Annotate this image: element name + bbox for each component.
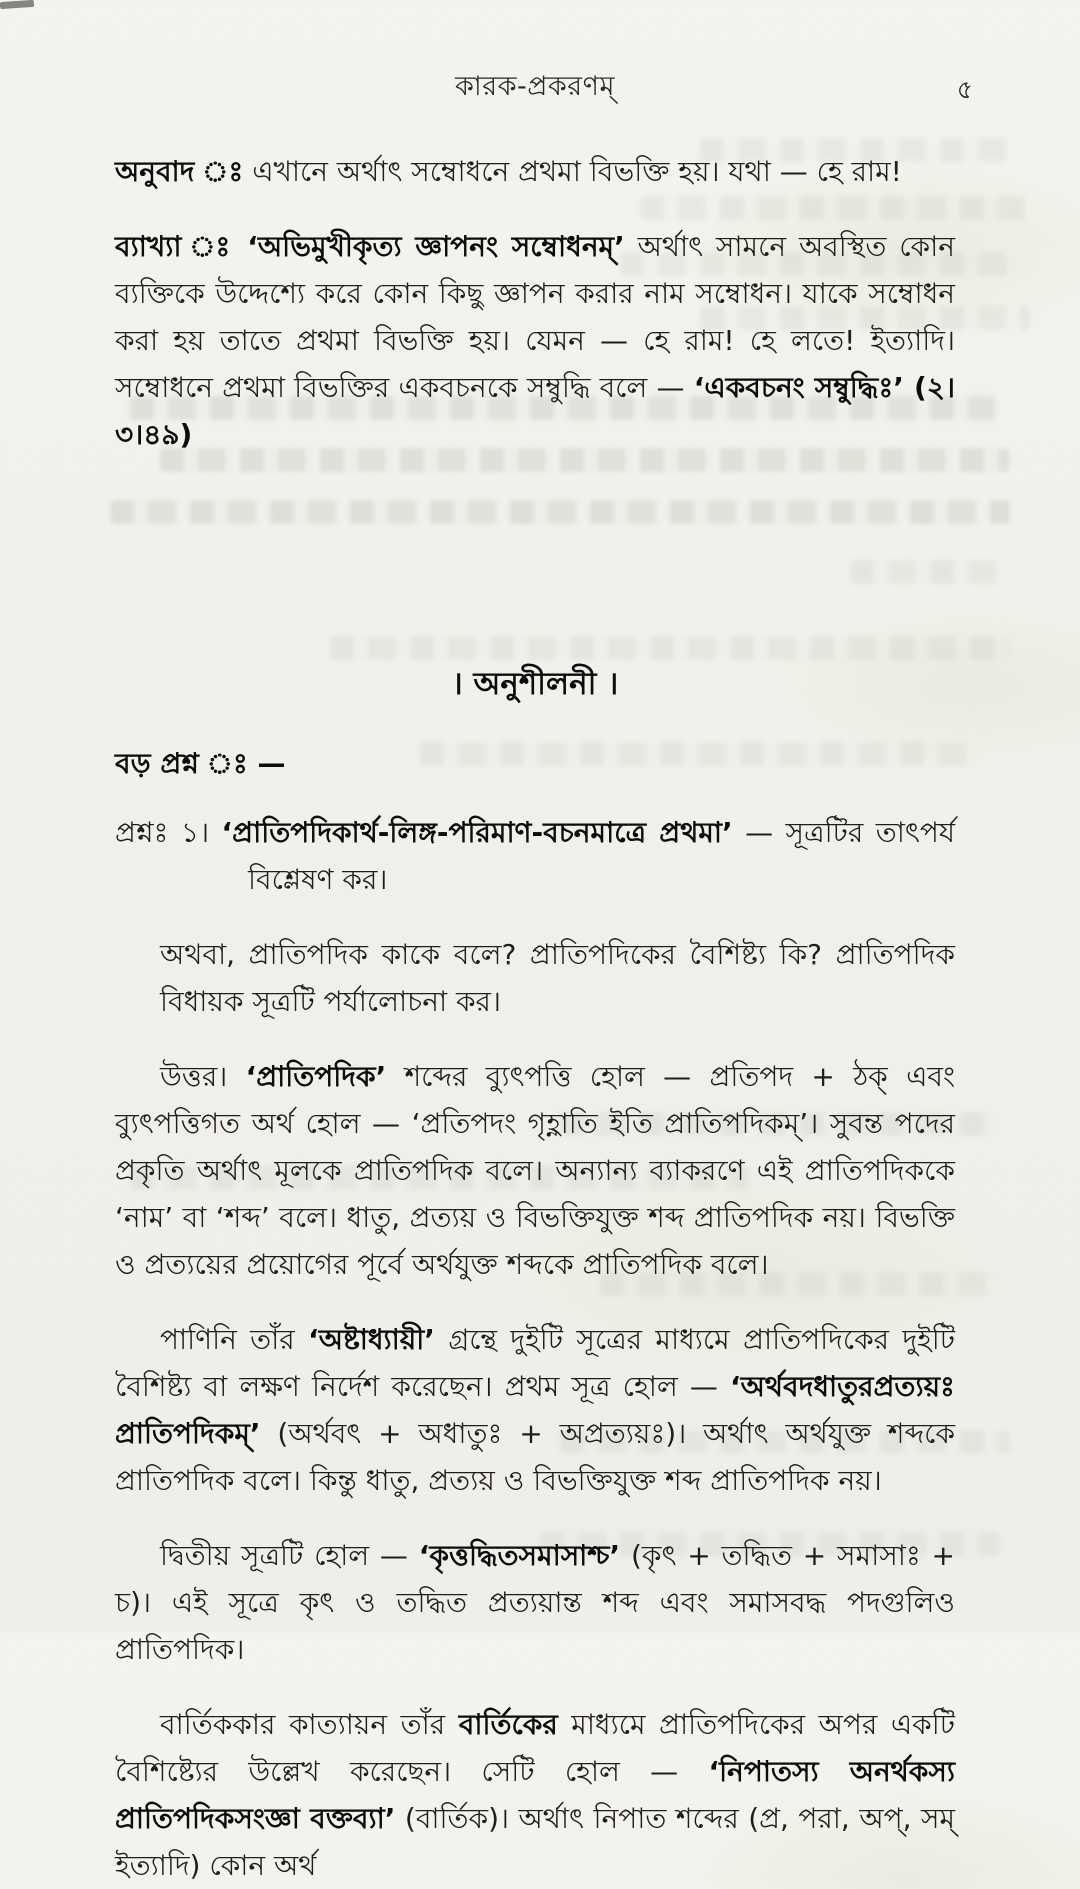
answer-paragraph-3 [115,1532,955,1673]
translation-body: এখানে অর্থাৎ সম্বোধনে প্রথমা বিভক্তি হয়। যথা — হে রাম! [252,155,902,188]
answer-term-pratipadika: ‘প্রাতিপদিক’ [245,1060,387,1093]
question-1-paragraph [115,809,955,903]
answer-tail: (কৃৎ + তদ্ধিত + সমাসাঃ + চ)। এই সূত্রে কৃৎ ও তদ্ধিত প্রত্যয়ান্ত শব্দ এবং সমাসবদ্ধ পদগুলিও প্রাতিপদিক। [115,1539,956,1666]
explanation-sutra-quote: ‘অভিমুখীকৃত্য জ্ঞাপনং সম্বোধনম্’ [247,230,625,263]
answer-body: শব্দের ব্যুৎপত্তি হোল — প্রতিপদ + ঠক্ এবং ব্যুৎপত্তিগত অর্থ হোল — ‘প্রতিপদং গৃহ্ণাতি ইতি প্রাতিপদিকম্’। সুবন্ত পদের প্রকৃতি অর্থাৎ মূলকে প্রাতিপদিক বলে। অন্যান্য ব্যাকরণে এই প্রাতিপদিককে ‘নাম’ বা ‘শব্দ’ বলে। ধাতু, প্রত্যয় ও বিভক্তিযুক্ত শব্দ প্রাতিপদিক নয়। বিভক্তি ও প্রত্যয়ের প্রয়োগের পূর্বে অর্থযুক্ত শব্দকে প্রাতিপদিক বলে। [115,1060,956,1281]
translation-paragraph [115,148,955,195]
question-alternative-paragraph [160,931,955,1025]
question-sutra-quote: ‘প্রাতিপদিকার্থ-লিঙ্গ-পরিমাণ-বচনমাত্রে প্রথমা’ [221,816,733,849]
answer-paragraph-1 [115,1053,955,1288]
answer-lead: বার্তিককার কাত্যায়ন তাঁর [160,1708,446,1741]
answer-paragraph-4 [115,1701,955,1889]
explanation-label: ব্যাখ্যা ঃ [115,230,235,263]
question-alternative-text: অথবা, প্রাতিপদিক কাকে বলে? প্রাতিপদিকের বৈশিষ্ট্য কি? প্রাতিপদিক বিধায়ক সূত্রটি পর্যালোচনা কর। [160,938,955,1018]
answer-book-title-ashtadhyayi: ‘অষ্টাধ্যায়ী’ [308,1323,435,1356]
answer-body: মাধ্যমে প্রাতিপদিকের অপর একটি বৈশিষ্ট্যের উল্লেখ করেছেন। সেটি হোল — [115,1708,955,1788]
explanation-body: অর্থাৎ সামনে অবস্থিত কোন ব্যক্তিকে উদ্দেশ্যে করে কোন কিছু জ্ঞাপন করার নাম সম্বোধন। যাকে সম্বোধন করা হয় তাতে প্রথমা বিভক্তি হয়। যেমন — হে রাম! হে লতে! ইত্যাদি। সম্বোধনে প্রথমা বিভক্তির একবচনকে সম্বুদ্ধি বলে — [115,230,955,404]
answer-paragraph-2 [115,1316,955,1504]
question-number-label: প্রশ্নঃ ১। [115,816,210,849]
big-questions-subheading: বড় প্রশ্ন ঃ — [115,747,286,780]
answer-tail: (বার্তিক)। অর্থাৎ নিপাত শব্দের (প্র, পরা, অপ্, সম্ ইত্যাদি) কোন অর্থ [115,1802,955,1882]
answer-lead: উত্তর। [160,1060,228,1093]
page-header [115,66,973,106]
answer-tail: (অর্থবৎ + অধাতুঃ + অপ্রত্যয়ঃ)। অর্থাৎ অর্থযুক্ত শব্দকে প্রাতিপদিক বলে। কিন্তু ধাতু, প্রত্যয় ও বিভক্তিযুক্ত শব্দ প্রাতিপদিক নয়। [115,1417,955,1497]
answer-lead: দ্বিতীয় সূত্রটি হোল — [160,1539,408,1572]
answer-vartika-quote: ‘নিপাতস্য অনর্থকস্য প্রাতিপদিকসংজ্ঞা বক্তব্যা’ [115,1755,955,1835]
answer-lead: পাণিনি তাঁর [160,1323,295,1356]
chapter-title: কারক-প্রকরণম্ [455,71,615,102]
explanation-citation-quote: ‘একবচনং সম্বুদ্ধিঃ’ (২।৩।৪৯) [115,371,955,451]
question-tail: — সূত্রটির তাৎপর্য বিশ্লেষণ কর। [248,816,955,896]
answer-term-vartika: বার্তিকের [458,1708,558,1741]
translation-label: অনুবাদ ঃ [115,155,244,188]
explanation-paragraph [115,223,955,458]
answer-sutra-quote: ‘অর্থবদধাতুরপ্রত্যয়ঃ প্রাতিপদিকম্’ [115,1370,955,1450]
exercise-section-title: । অনুশীলনী । [451,666,619,702]
page-number: ৫ [956,75,973,104]
blank-gap-with-bleed [115,486,955,654]
answer-body: গ্রন্থে দুইটি সূত্রের মাধ্যমে প্রাতিপদিকের দুইটি বৈশিষ্ট্য বা লক্ষণ নির্দেশ করেছেন। প্রথম সূত্র হোল — [115,1323,955,1403]
answer-sutra-quote: ‘কৃত্তদ্ধিতসমাসাশ্চ’ [418,1539,621,1572]
